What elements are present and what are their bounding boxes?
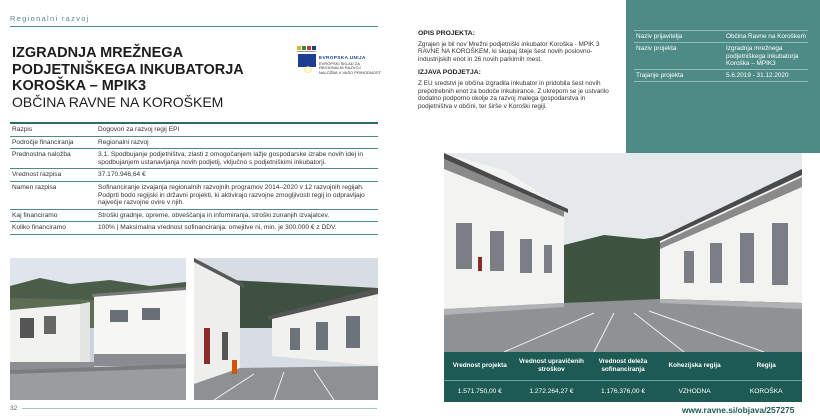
footer-divider: [22, 408, 377, 409]
eu-flag-icon: [298, 54, 316, 67]
page-title: IZGRADNJA MREŽNEGA PODJETNIŠKEGA INKUBATORJA KOROŠKA – MPIK3: [12, 45, 244, 94]
table-row: Vrednost razpisa 37.170.946,64 €: [10, 169, 378, 182]
statement-heading: IZJAVA PODJETJA:: [418, 69, 481, 77]
section-label: Regionalni razvoj: [10, 14, 90, 23]
table-row: Naziv projekta Izgradnja mrežnega podjetniškega inkubatorja Koroška – MPIK3: [634, 43, 808, 70]
description-text: Zgrajen je bil nov Mrežni podjetniški inkubator Koroška - MPIK 3 RAVNE NA KOROŠKEM, ki skupaj šteje šest novih poslovno-industrijskih enot in 26 novih parkirnih mest.: [418, 40, 600, 63]
page-subtitle: OBČINA RAVNE NA KOROŠKEM: [12, 94, 224, 110]
finance-table: [444, 352, 802, 402]
photo-building-exterior: [10, 258, 186, 400]
photo-incubator-main: [444, 153, 802, 352]
table-row: Namen razpisa Sofinanciranje izvajanja regionalnih razvojnih programov 2014–2020 v 12 razvojnih regijah. Podprti bodo regijski in državni projekti, ki aktivirajo razvojne zmogljivosti regij in odpravljajo največje razvojne ovire v njih.: [10, 181, 378, 209]
eu-logo: [297, 45, 381, 73]
table-row: Naziv prijavitelja Občina Ravne na Koroškem: [634, 31, 808, 43]
eu-emblem: [297, 45, 319, 71]
photo-courtyard: [194, 258, 378, 400]
table-row: Trajanje projekta 5.6.2019 - 31.12.2020: [634, 70, 808, 82]
description-heading: OPIS PROJEKTA:: [418, 30, 475, 37]
details-table: [10, 122, 378, 235]
page-number: 32: [10, 405, 18, 412]
info-table: [634, 30, 808, 82]
project-description: [418, 30, 620, 116]
table-row: Prednostna naložba 3.1. Spodbujanje podjetništva, zlasti z omogočanjem lažje gospodarske izrabe novih idej in spodbujanjem ustanavljanja novih podjetij, vključno s podjetniškimi inkubatorji.: [10, 149, 378, 169]
table-row: Kaj financiramo Stroški gradnje, opreme, obveščanja in informiranja, stroški zunanjih izvajalcev.: [10, 209, 378, 222]
section-divider: [10, 26, 378, 27]
finance-summary: [444, 352, 802, 402]
table-row: Področje financiranja Regionalni razvoj: [10, 136, 378, 149]
statement-text: Z EU sredstvi je občina izgradila inkubator in pridobila šest novih prepotrebnih enot za bodoče inkubirance. Z ukrepom se je ustvarilo dodatno podporno okolje za razvoj malega gospodarstva in podjetništva v občini, ter širše v Koroški regiji.: [418, 79, 609, 110]
table-row: 1.571.750,00 € 1.272.264,27 € 1.176.376,00 € VZHODNA KOROŠKA: [444, 380, 802, 402]
table-row: Razpis Dogovori za razvoj regij EPI: [10, 123, 378, 136]
eu-logo-text: EVROPSKA UNIJA EVROPSKI SKLAD ZA REGIONALNI RAZVOJ NALOŽBA V VAŠO PRIHODNOST: [319, 56, 381, 75]
table-header-row: Vrednost projekta Vrednost upravičenih stroškov Vrednost deleža sofinanciranja Kohezijska regija Regija: [452, 358, 776, 373]
project-link[interactable]: www.ravne.si/objava/257275: [682, 405, 795, 415]
table-row: Koliko financiramo 100% | Maksimalna vrednost sofinanciranja: omejitve ni, min. je 300.000 € z DDV.: [10, 222, 378, 235]
